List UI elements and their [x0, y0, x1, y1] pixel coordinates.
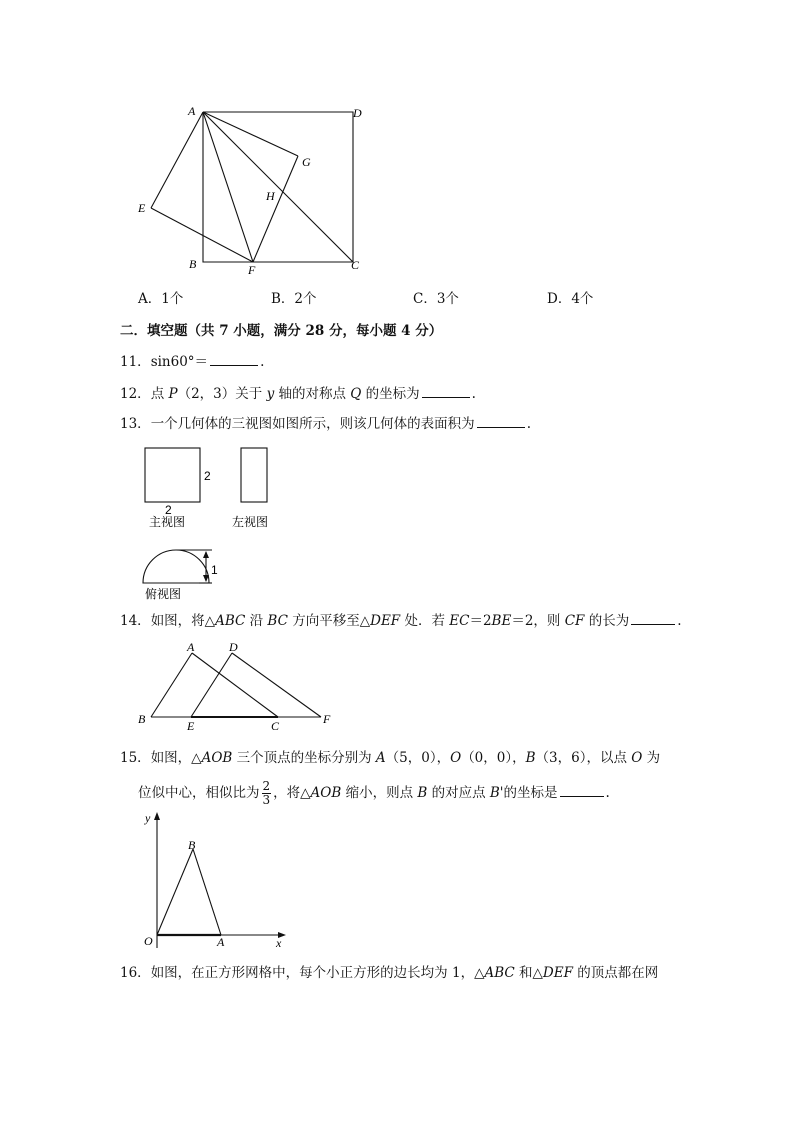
side-ac: [192, 653, 278, 717]
question-14: [120, 612, 682, 630]
q14-def: DEF: [370, 613, 401, 629]
option-b[interactable]: B．2个: [271, 291, 317, 307]
q12-end: .: [471, 386, 476, 402]
q15-answer-blank[interactable]: [560, 784, 604, 797]
label-b: B: [189, 257, 197, 271]
q16-text-2: 和△: [514, 965, 543, 981]
q13-answer-blank[interactable]: [477, 415, 525, 428]
q15-b-2: B: [417, 785, 428, 801]
y-axis-arrow-icon: [154, 812, 160, 820]
q13-left-label: 左视图: [232, 515, 269, 529]
q14-text-3: 方向平移至△: [287, 613, 371, 629]
side-ed: [191, 653, 232, 717]
diagonal-ac: [203, 112, 353, 262]
top-view-semicircle: [143, 550, 209, 583]
question-12: [120, 385, 476, 403]
q14-label-c: C: [271, 719, 280, 733]
q14-text-7: 的长为: [584, 613, 630, 629]
q12-text-4: 的坐标为: [361, 386, 420, 402]
q15-axis-x: x: [276, 936, 282, 950]
q15-end: .: [605, 785, 610, 801]
q15-aob-2: AOB: [310, 785, 342, 801]
question-15-line-1: [120, 749, 660, 767]
q11-answer-blank[interactable]: [210, 353, 258, 366]
segment-ba: [193, 849, 221, 935]
arrow-down-icon: [203, 575, 209, 582]
q15-text-10: 的对应点: [427, 785, 490, 801]
label-h: H: [266, 189, 275, 203]
q15-text-3: （5，0），: [385, 750, 451, 766]
segment-fg: [253, 156, 298, 262]
q14-text-6: ＝2，则: [511, 613, 565, 629]
q11-end: .: [260, 354, 265, 370]
q14-bc: BC: [267, 613, 288, 629]
q13-end: .: [526, 416, 531, 432]
q12-text-1: 点: [150, 386, 169, 402]
label-c: C: [351, 258, 360, 272]
label-a: A: [188, 104, 196, 118]
q11-text: sin60°＝: [150, 354, 209, 370]
q14-abc: ABC: [215, 613, 246, 629]
q14-cf: CF: [564, 613, 585, 629]
q16-text-3: 的顶点都在网: [572, 965, 659, 981]
question-15-line-2: [138, 778, 610, 808]
option-a[interactable]: A．1个: [138, 291, 184, 307]
q14-text-4: 处．若: [400, 613, 450, 629]
q15-b: B: [525, 750, 536, 766]
q15-number: 15．: [120, 750, 151, 766]
q14-label-e: E: [187, 719, 195, 733]
q15-label-a: A: [217, 935, 225, 949]
q13-dim-bottom: 2: [165, 503, 172, 517]
fraction-numerator: 2: [262, 779, 271, 793]
q12-answer-blank[interactable]: [422, 385, 470, 398]
arrow-up-icon: [203, 551, 209, 558]
q11-number: 11．: [120, 354, 151, 370]
segment-ag: [203, 112, 298, 156]
q13-dim-height: 1: [211, 563, 218, 577]
q15-aob: AOB: [201, 750, 233, 766]
q13-dim-side: 2: [204, 469, 211, 483]
q15-text-7: 位似中心，相似比为: [138, 785, 260, 801]
q14-figure: [135, 637, 345, 737]
q14-label-f: F: [323, 712, 331, 726]
q12-text-2: （2，3）关于: [177, 386, 267, 402]
question-16: [120, 964, 658, 982]
label-f: F: [248, 263, 256, 277]
q16-text-1: 如图，在正方形网格中，每个小正方形的边长均为 1，△: [150, 965, 485, 981]
q12-point-p: P: [168, 386, 178, 402]
q13-text: 一个几何体的三视图如图所示，则该几何体的表面积为: [150, 416, 475, 432]
q15-text-5: （3，6），以点: [535, 750, 632, 766]
q15-coordinate-figure: [135, 808, 295, 958]
option-c[interactable]: C．3个: [413, 291, 459, 307]
q13-number: 13．: [120, 416, 151, 432]
q15-o-2: O: [631, 750, 643, 766]
q13-top-label: 俯视图: [145, 587, 182, 601]
side-df: [232, 653, 321, 717]
fraction-denominator: 3: [262, 793, 271, 807]
question-11: [120, 353, 264, 371]
q13-three-views: [135, 440, 295, 602]
option-d[interactable]: D．4个: [547, 291, 594, 307]
q14-number: 14．: [120, 613, 151, 629]
q15-text-11: 的坐标是: [503, 785, 558, 801]
q12-point-q: Q: [350, 386, 362, 402]
segment-ob: [157, 849, 193, 935]
q14-text-2: 沿: [245, 613, 268, 629]
q15-text-6: 为: [642, 750, 661, 766]
q15-axis-y: y: [145, 811, 151, 825]
q15-text-8: ，将△: [273, 785, 311, 801]
ratio-fraction: [262, 780, 272, 807]
question-13: [120, 415, 531, 433]
label-e: E: [138, 201, 146, 215]
q14-label-b: B: [138, 712, 146, 726]
q15-o: O: [450, 750, 462, 766]
label-d: D: [353, 106, 362, 120]
side-ba: [151, 653, 192, 717]
q15-b-prime: B': [489, 785, 504, 801]
q15-label-b: B: [188, 838, 196, 852]
q14-label-d: D: [229, 640, 238, 654]
q15-label-o: O: [144, 934, 153, 948]
q13-front-label: 主视图: [149, 515, 186, 529]
q12-number: 12．: [120, 386, 151, 402]
q14-be: BE: [491, 613, 512, 629]
q12-y: y: [266, 386, 275, 402]
q14-text-1: 如图，将△: [150, 613, 216, 629]
q14-text-5: ＝2: [469, 613, 492, 629]
q15-text-4: （0，0），: [461, 750, 526, 766]
q16-def: DEF: [542, 965, 573, 981]
front-view-square: [145, 448, 200, 502]
q12-text-3: 轴的对称点: [274, 386, 351, 402]
q14-end: .: [677, 613, 682, 629]
q16-abc: ABC: [484, 965, 515, 981]
section-2-heading: 二．填空题（共 7 小题，满分 28 分，每小题 4 分）: [120, 323, 443, 339]
label-g: G: [302, 155, 311, 169]
q15-text-1: 如图，△: [150, 750, 202, 766]
q14-label-a: A: [187, 640, 195, 654]
q15-text-9: 缩小，则点: [341, 785, 418, 801]
left-view-rectangle: [241, 448, 267, 502]
q15-a: A: [375, 750, 386, 766]
q14-answer-blank[interactable]: [631, 612, 675, 625]
q14-ec: EC: [449, 613, 470, 629]
segment-ae: [151, 112, 203, 208]
q16-number: 16．: [120, 965, 151, 981]
q15-text-2: 三个顶点的坐标分别为: [232, 750, 376, 766]
q10-figure: [130, 98, 380, 278]
